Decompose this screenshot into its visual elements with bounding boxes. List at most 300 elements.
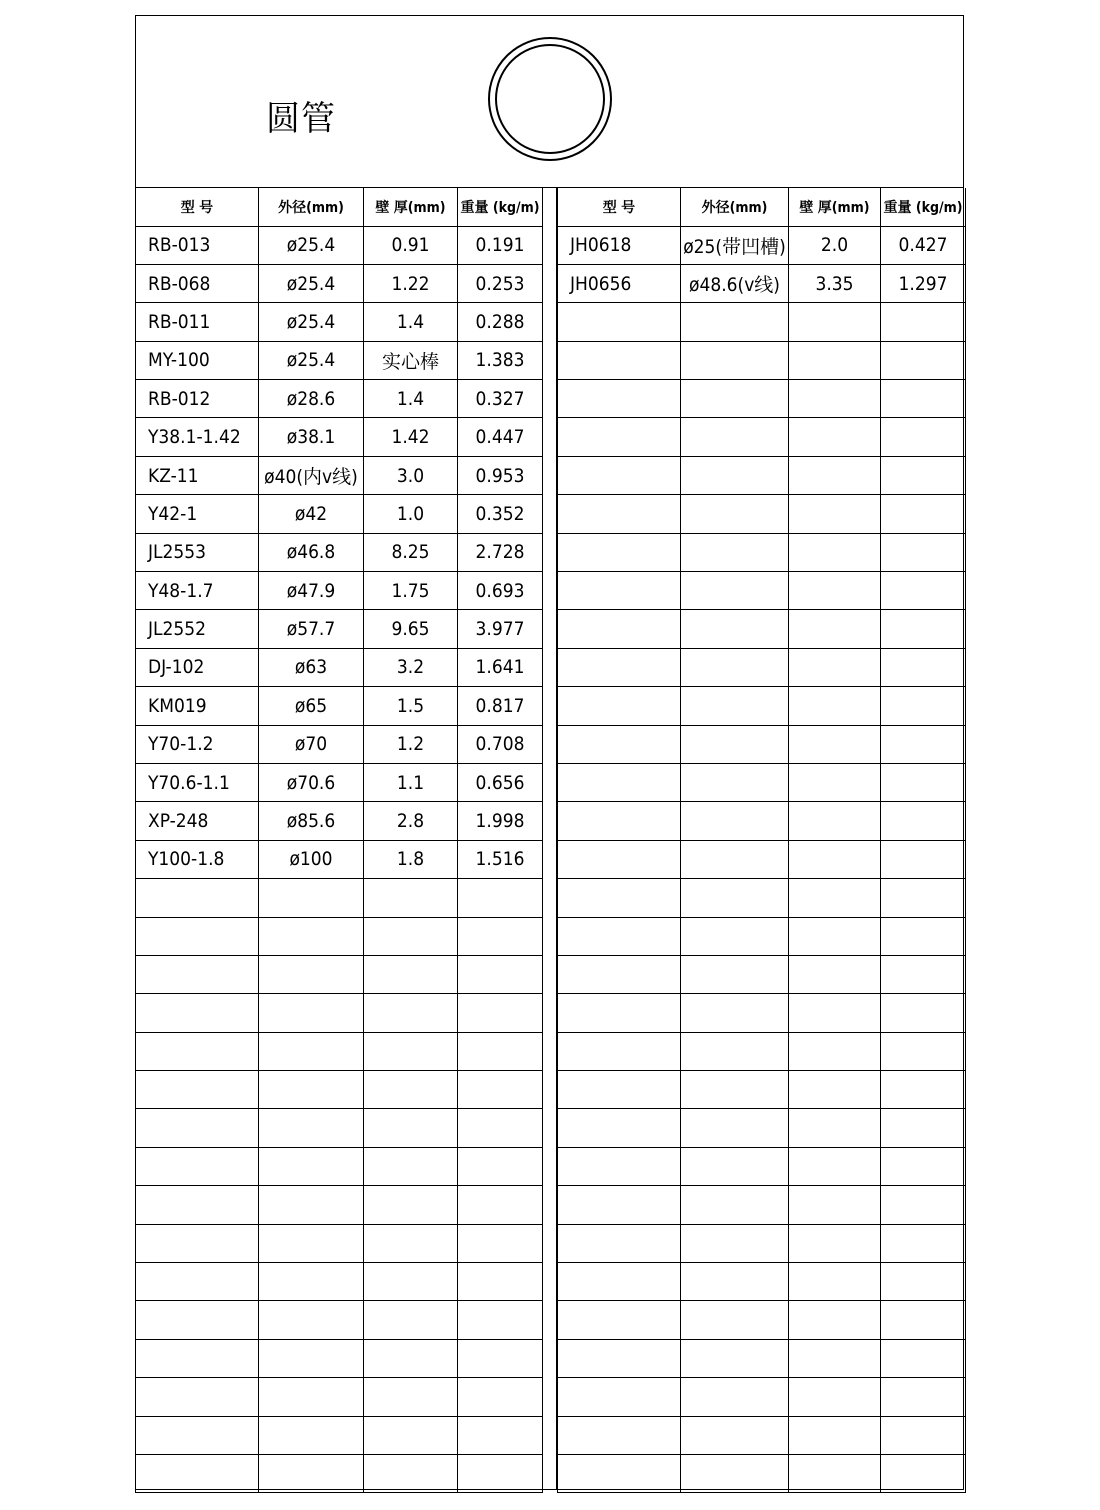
cell-model: Y42-1 xyxy=(136,495,259,533)
cell-weight: 0.708 xyxy=(458,725,543,763)
table-row xyxy=(558,955,966,993)
cell-outer-diameter: ø100 xyxy=(259,840,364,878)
cell-model xyxy=(558,725,681,763)
table-row xyxy=(136,380,543,418)
spec-sheet xyxy=(135,15,964,1490)
table-row xyxy=(136,610,543,648)
cell-model: JL2552 xyxy=(136,610,259,648)
cell-weight: 0.191 xyxy=(458,226,543,264)
left-table-body xyxy=(136,226,543,1493)
cell-weight xyxy=(458,994,543,1032)
cell-wall-thickness xyxy=(789,1301,881,1339)
cell-model xyxy=(558,456,681,494)
cell-wall-thickness xyxy=(789,1109,881,1147)
table-row xyxy=(558,648,966,686)
table-row xyxy=(136,1378,543,1416)
cell-wall-thickness: 实心棒 xyxy=(364,341,458,379)
cell-weight: 0.447 xyxy=(458,418,543,456)
cell-model: JH0656 xyxy=(558,264,681,302)
cell-weight xyxy=(458,1186,543,1224)
cell-wall-thickness xyxy=(789,1224,881,1262)
cell-model xyxy=(558,879,681,917)
cell-weight xyxy=(458,1071,543,1109)
cell-wall-thickness xyxy=(364,1339,458,1377)
cell-weight xyxy=(881,1263,966,1301)
cell-outer-diameter xyxy=(681,1378,789,1416)
cell-wall-thickness: 8.25 xyxy=(364,533,458,571)
cell-weight xyxy=(881,687,966,725)
cell-weight xyxy=(881,648,966,686)
cell-weight xyxy=(881,1301,966,1339)
table-row xyxy=(558,1032,966,1070)
cell-weight xyxy=(881,1224,966,1262)
cell-wall-thickness xyxy=(789,917,881,955)
header-wall-thickness: 壁 厚(mm) xyxy=(789,188,881,226)
cell-weight xyxy=(458,1301,543,1339)
table-divider xyxy=(542,188,557,1489)
cell-weight xyxy=(881,303,966,341)
cell-wall-thickness: 1.4 xyxy=(364,303,458,341)
cell-model: RB-012 xyxy=(136,380,259,418)
cell-outer-diameter xyxy=(681,303,789,341)
cell-model: RB-013 xyxy=(136,226,259,264)
cell-model xyxy=(136,1071,259,1109)
table-row xyxy=(558,840,966,878)
cell-wall-thickness xyxy=(789,418,881,456)
cell-model: XP-248 xyxy=(136,802,259,840)
cell-wall-thickness: 9.65 xyxy=(364,610,458,648)
table-row xyxy=(558,917,966,955)
cell-weight xyxy=(881,994,966,1032)
cell-wall-thickness xyxy=(789,572,881,610)
cell-model: MY-100 xyxy=(136,341,259,379)
cell-weight: 0.352 xyxy=(458,495,543,533)
sheet-header xyxy=(136,16,963,188)
cell-outer-diameter xyxy=(259,1032,364,1070)
table-row xyxy=(136,1224,543,1262)
cell-wall-thickness xyxy=(789,840,881,878)
table-row xyxy=(136,725,543,763)
table-row xyxy=(558,763,966,801)
cell-outer-diameter: ø63 xyxy=(259,648,364,686)
cell-weight xyxy=(881,610,966,648)
cell-wall-thickness xyxy=(789,1455,881,1493)
cell-outer-diameter xyxy=(681,917,789,955)
cell-model xyxy=(136,1224,259,1262)
cell-outer-diameter xyxy=(681,1263,789,1301)
cell-outer-diameter: ø40(内v线) xyxy=(259,456,364,494)
cell-outer-diameter xyxy=(681,1339,789,1377)
cell-wall-thickness: 1.1 xyxy=(364,763,458,801)
cell-weight xyxy=(458,1109,543,1147)
cell-outer-diameter xyxy=(681,495,789,533)
cell-outer-diameter xyxy=(259,1147,364,1185)
cell-wall-thickness: 1.22 xyxy=(364,264,458,302)
cell-wall-thickness xyxy=(364,1109,458,1147)
cell-outer-diameter xyxy=(259,879,364,917)
table-row xyxy=(136,1147,543,1185)
cell-outer-diameter xyxy=(259,1186,364,1224)
page-title: 圆管 xyxy=(266,99,336,139)
cell-model xyxy=(558,1109,681,1147)
cell-wall-thickness xyxy=(364,1147,458,1185)
cell-weight xyxy=(881,1186,966,1224)
cell-model xyxy=(558,802,681,840)
cell-weight xyxy=(881,495,966,533)
cell-outer-diameter: ø25.4 xyxy=(259,226,364,264)
cell-model: Y38.1-1.42 xyxy=(136,418,259,456)
cell-wall-thickness xyxy=(789,725,881,763)
cell-outer-diameter xyxy=(681,380,789,418)
cell-weight xyxy=(881,1032,966,1070)
cell-weight xyxy=(881,533,966,571)
cell-model xyxy=(558,380,681,418)
table-row xyxy=(558,802,966,840)
cell-model xyxy=(558,1378,681,1416)
table-row xyxy=(136,303,543,341)
cell-model xyxy=(136,917,259,955)
cell-weight xyxy=(881,1378,966,1416)
cell-weight: 1.516 xyxy=(458,840,543,878)
cell-outer-diameter xyxy=(681,1109,789,1147)
table-row xyxy=(136,1416,543,1454)
table-row xyxy=(558,879,966,917)
cell-model xyxy=(558,341,681,379)
table-row xyxy=(558,1339,966,1377)
header-wall-thickness: 壁 厚(mm) xyxy=(364,188,458,226)
cell-weight xyxy=(458,1032,543,1070)
table-row xyxy=(558,456,966,494)
cell-wall-thickness xyxy=(789,648,881,686)
cell-wall-thickness: 1.0 xyxy=(364,495,458,533)
cell-outer-diameter xyxy=(681,456,789,494)
cell-outer-diameter: ø70 xyxy=(259,725,364,763)
cell-wall-thickness xyxy=(364,1071,458,1109)
cell-outer-diameter xyxy=(681,955,789,993)
cell-model: RB-011 xyxy=(136,303,259,341)
cell-outer-diameter xyxy=(681,341,789,379)
cell-wall-thickness xyxy=(364,1416,458,1454)
cell-wall-thickness xyxy=(789,1378,881,1416)
cell-wall-thickness xyxy=(789,994,881,1032)
cell-wall-thickness xyxy=(364,955,458,993)
table-row xyxy=(136,572,543,610)
cell-model: KZ-11 xyxy=(136,456,259,494)
cell-wall-thickness xyxy=(789,456,881,494)
cell-wall-thickness xyxy=(364,1301,458,1339)
cell-outer-diameter xyxy=(259,955,364,993)
cell-wall-thickness xyxy=(364,1032,458,1070)
cell-outer-diameter xyxy=(681,687,789,725)
cell-wall-thickness xyxy=(364,1263,458,1301)
cell-weight xyxy=(458,1378,543,1416)
cell-wall-thickness: 2.0 xyxy=(789,226,881,264)
table-row xyxy=(558,687,966,725)
table-row xyxy=(558,1147,966,1185)
round-tube-cross-section-icon xyxy=(485,37,615,167)
cell-weight xyxy=(881,1147,966,1185)
cell-weight xyxy=(881,802,966,840)
cell-weight: 0.693 xyxy=(458,572,543,610)
cell-weight xyxy=(881,1455,966,1493)
cell-wall-thickness: 3.35 xyxy=(789,264,881,302)
header-outer-diameter: 外径(mm) xyxy=(681,188,789,226)
cell-weight: 0.953 xyxy=(458,456,543,494)
cell-model xyxy=(136,1301,259,1339)
cell-weight xyxy=(458,955,543,993)
cell-model xyxy=(136,1416,259,1454)
cell-outer-diameter xyxy=(259,1416,364,1454)
cell-wall-thickness xyxy=(364,994,458,1032)
cell-wall-thickness: 1.2 xyxy=(364,725,458,763)
cell-model: JL2553 xyxy=(136,533,259,571)
table-row xyxy=(558,1109,966,1147)
right-table-body xyxy=(558,226,966,1493)
cell-outer-diameter xyxy=(681,648,789,686)
table-row xyxy=(136,917,543,955)
cell-outer-diameter xyxy=(681,840,789,878)
cell-model xyxy=(558,687,681,725)
cell-weight xyxy=(881,955,966,993)
table-row xyxy=(558,1186,966,1224)
table-row xyxy=(558,341,966,379)
cell-model xyxy=(558,418,681,456)
table-row xyxy=(558,1378,966,1416)
table-row xyxy=(558,1301,966,1339)
cell-weight xyxy=(458,1339,543,1377)
table-row xyxy=(558,226,966,264)
left-spec-table xyxy=(135,188,543,1493)
cell-model xyxy=(136,1186,259,1224)
table-row xyxy=(136,264,543,302)
cell-outer-diameter: ø42 xyxy=(259,495,364,533)
cell-wall-thickness: 3.2 xyxy=(364,648,458,686)
cell-weight: 0.288 xyxy=(458,303,543,341)
table-row xyxy=(558,1224,966,1262)
cell-wall-thickness: 1.42 xyxy=(364,418,458,456)
cell-model xyxy=(558,994,681,1032)
cell-wall-thickness xyxy=(789,1071,881,1109)
cell-model xyxy=(136,1455,259,1493)
cell-model: JH0618 xyxy=(558,226,681,264)
table-row xyxy=(558,1263,966,1301)
table-row xyxy=(136,994,543,1032)
cell-outer-diameter xyxy=(681,763,789,801)
cell-wall-thickness xyxy=(364,1455,458,1493)
cell-model: Y70-1.2 xyxy=(136,725,259,763)
table-header-row xyxy=(558,188,966,226)
table-row xyxy=(136,1032,543,1070)
table-row xyxy=(558,495,966,533)
cell-model: DJ-102 xyxy=(136,648,259,686)
cell-model xyxy=(558,840,681,878)
cell-weight xyxy=(458,1263,543,1301)
cell-model xyxy=(558,1071,681,1109)
table-row xyxy=(558,572,966,610)
cell-outer-diameter xyxy=(681,1301,789,1339)
cell-weight: 0.253 xyxy=(458,264,543,302)
cell-outer-diameter: ø25.4 xyxy=(259,341,364,379)
cell-outer-diameter xyxy=(259,1378,364,1416)
table-row xyxy=(136,1109,543,1147)
cell-outer-diameter: ø57.7 xyxy=(259,610,364,648)
cell-weight xyxy=(881,1339,966,1377)
cell-outer-diameter xyxy=(259,1109,364,1147)
cell-wall-thickness xyxy=(789,380,881,418)
cell-model xyxy=(558,917,681,955)
cell-wall-thickness xyxy=(789,341,881,379)
right-spec-table xyxy=(557,188,966,1493)
cell-wall-thickness xyxy=(789,1339,881,1377)
cell-model xyxy=(136,1147,259,1185)
table-row xyxy=(558,725,966,763)
cell-wall-thickness: 1.8 xyxy=(364,840,458,878)
cell-outer-diameter xyxy=(681,1455,789,1493)
cell-weight xyxy=(881,725,966,763)
cell-model: KM019 xyxy=(136,687,259,725)
cell-model xyxy=(558,303,681,341)
cell-model xyxy=(136,879,259,917)
table-row xyxy=(136,1186,543,1224)
table-row xyxy=(136,648,543,686)
cell-weight: 0.327 xyxy=(458,380,543,418)
cell-wall-thickness xyxy=(789,1263,881,1301)
cell-weight: 3.977 xyxy=(458,610,543,648)
cell-outer-diameter xyxy=(681,802,789,840)
cell-model xyxy=(136,1263,259,1301)
table-row xyxy=(558,1455,966,1493)
cell-weight: 0.817 xyxy=(458,687,543,725)
table-row xyxy=(558,1416,966,1454)
cell-weight xyxy=(881,879,966,917)
cell-wall-thickness xyxy=(364,1224,458,1262)
cell-weight xyxy=(458,917,543,955)
table-row xyxy=(136,533,543,571)
cell-outer-diameter: ø46.8 xyxy=(259,533,364,571)
cell-outer-diameter: ø47.9 xyxy=(259,572,364,610)
cell-weight xyxy=(881,1416,966,1454)
cell-outer-diameter xyxy=(259,1071,364,1109)
cell-model xyxy=(558,1416,681,1454)
cell-wall-thickness xyxy=(364,917,458,955)
cell-wall-thickness: 1.5 xyxy=(364,687,458,725)
cell-outer-diameter: ø25(带凹槽) xyxy=(681,226,789,264)
cell-model xyxy=(558,1263,681,1301)
table-row xyxy=(136,1339,543,1377)
cell-outer-diameter: ø65 xyxy=(259,687,364,725)
cell-weight: 0.656 xyxy=(458,763,543,801)
cell-wall-thickness xyxy=(789,763,881,801)
cell-model xyxy=(558,1339,681,1377)
table-row xyxy=(136,495,543,533)
cell-wall-thickness: 0.91 xyxy=(364,226,458,264)
cell-model xyxy=(558,763,681,801)
table-row xyxy=(136,687,543,725)
cell-model xyxy=(558,610,681,648)
cell-weight xyxy=(881,763,966,801)
cell-model xyxy=(136,1378,259,1416)
table-row xyxy=(136,226,543,264)
cell-model xyxy=(558,1032,681,1070)
cell-outer-diameter xyxy=(681,1224,789,1262)
table-row xyxy=(558,610,966,648)
cell-model: Y70.6-1.1 xyxy=(136,763,259,801)
header-outer-diameter: 外径(mm) xyxy=(259,188,364,226)
cell-model: Y100-1.8 xyxy=(136,840,259,878)
cell-outer-diameter xyxy=(681,1032,789,1070)
cell-outer-diameter xyxy=(259,994,364,1032)
cell-model xyxy=(558,1455,681,1493)
table-row xyxy=(558,303,966,341)
cell-wall-thickness xyxy=(364,879,458,917)
table-row xyxy=(136,1263,543,1301)
cell-model xyxy=(136,994,259,1032)
cell-model xyxy=(558,1147,681,1185)
cell-weight xyxy=(458,1455,543,1493)
cell-wall-thickness xyxy=(789,1416,881,1454)
cell-weight: 1.383 xyxy=(458,341,543,379)
cell-wall-thickness xyxy=(364,1186,458,1224)
cell-weight: 1.998 xyxy=(458,802,543,840)
cell-outer-diameter xyxy=(681,725,789,763)
cell-outer-diameter xyxy=(681,994,789,1032)
cell-outer-diameter xyxy=(681,572,789,610)
cell-weight xyxy=(458,1416,543,1454)
cell-outer-diameter xyxy=(259,1301,364,1339)
cell-weight xyxy=(881,840,966,878)
cell-weight xyxy=(881,380,966,418)
table-row xyxy=(558,264,966,302)
cell-model: RB-068 xyxy=(136,264,259,302)
cell-wall-thickness xyxy=(789,303,881,341)
cell-model xyxy=(136,1339,259,1377)
cell-wall-thickness: 1.75 xyxy=(364,572,458,610)
cell-weight: 0.427 xyxy=(881,226,966,264)
cell-outer-diameter: ø85.6 xyxy=(259,802,364,840)
cell-weight: 1.641 xyxy=(458,648,543,686)
table-row xyxy=(558,994,966,1032)
cell-outer-diameter xyxy=(681,418,789,456)
table-row xyxy=(136,802,543,840)
table-row xyxy=(136,1071,543,1109)
cell-model xyxy=(558,648,681,686)
cell-wall-thickness: 2.8 xyxy=(364,802,458,840)
table-row xyxy=(136,418,543,456)
table-row xyxy=(136,955,543,993)
cell-outer-diameter: ø70.6 xyxy=(259,763,364,801)
cell-outer-diameter xyxy=(681,879,789,917)
cell-wall-thickness xyxy=(789,879,881,917)
cell-outer-diameter xyxy=(681,1186,789,1224)
header-model: 型 号 xyxy=(558,188,681,226)
table-row xyxy=(136,456,543,494)
cell-model xyxy=(558,533,681,571)
cell-model xyxy=(558,955,681,993)
cell-outer-diameter xyxy=(259,1263,364,1301)
cell-outer-diameter: ø28.6 xyxy=(259,380,364,418)
cell-outer-diameter xyxy=(681,533,789,571)
table-row xyxy=(136,341,543,379)
table-row xyxy=(558,1071,966,1109)
cell-outer-diameter xyxy=(681,1416,789,1454)
table-row xyxy=(558,418,966,456)
cell-wall-thickness xyxy=(789,533,881,571)
cell-outer-diameter xyxy=(259,1455,364,1493)
cell-weight xyxy=(458,879,543,917)
cell-model xyxy=(558,572,681,610)
cell-wall-thickness xyxy=(789,495,881,533)
cell-weight xyxy=(881,341,966,379)
